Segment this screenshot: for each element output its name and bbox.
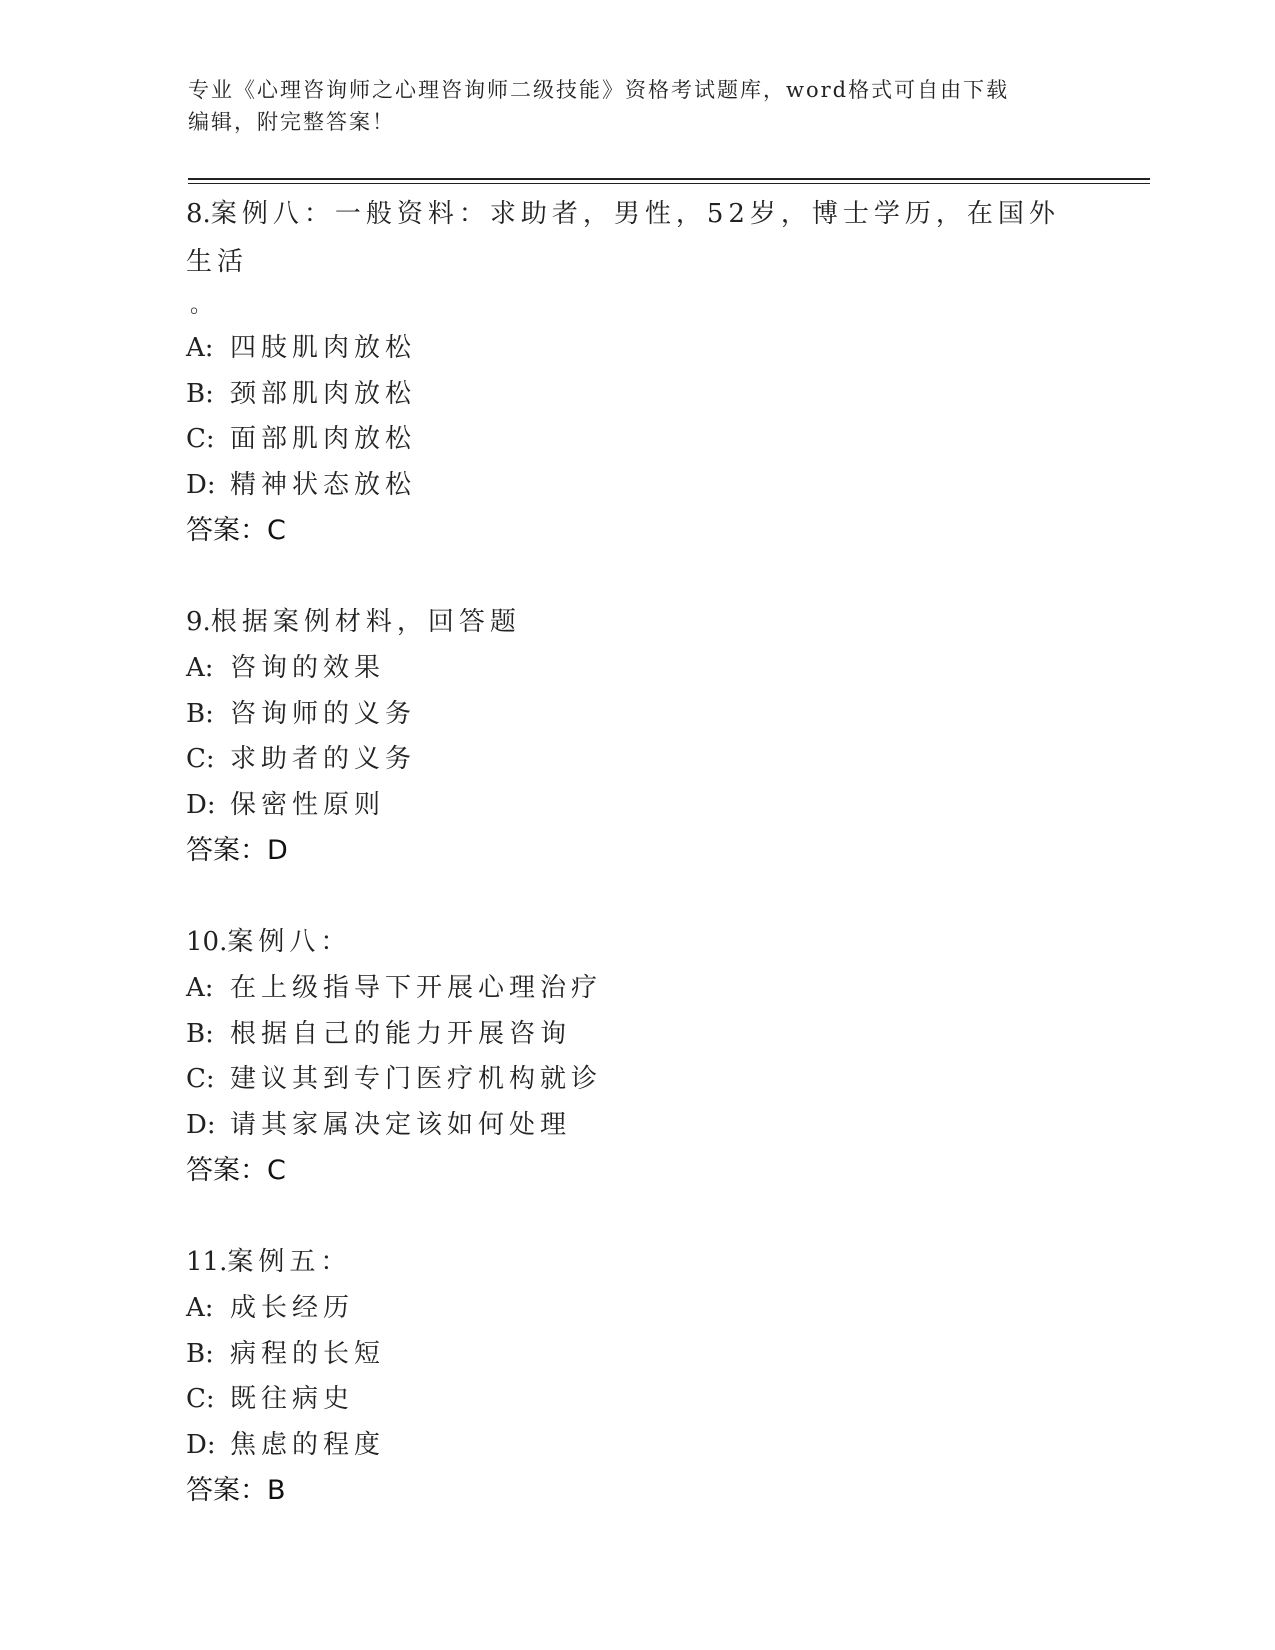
document-header	[188, 74, 1068, 138]
option-letter: A:	[186, 973, 214, 1003]
option-text: 四肢肌肉放松	[230, 333, 417, 363]
option-letter: C:	[186, 424, 215, 454]
option-c	[186, 737, 1086, 783]
option-text: 病程的长短	[230, 1338, 386, 1369]
question-text: 根据案例材料，回答题	[210, 607, 521, 637]
option-a	[186, 326, 1086, 372]
question-9	[186, 598, 1086, 874]
question-text: 案例八：一般资料：求助者，男性，52岁，博士学历，在国外生活	[186, 199, 1060, 277]
header-divider-thin	[188, 183, 1150, 184]
option-letter: C:	[186, 1064, 215, 1094]
option-letter: D:	[186, 469, 216, 500]
option-letter: B:	[186, 1338, 214, 1369]
option-text: 咨询的效果	[230, 653, 386, 683]
option-b	[186, 372, 1086, 418]
option-letter: B:	[186, 698, 214, 729]
question-8	[186, 190, 1086, 554]
option-text: 在上级指导下开展心理治疗	[230, 973, 603, 1003]
option-text: 精神状态放松	[230, 469, 417, 500]
answer: 答案：C	[186, 1155, 286, 1186]
question-stem	[186, 1238, 1086, 1286]
option-d	[186, 1103, 1086, 1149]
option-text: 建议其到专门医疗机构就诊	[230, 1064, 603, 1094]
question-text: 案例五：	[227, 1247, 352, 1277]
header-divider-thick	[188, 178, 1150, 180]
option-letter: C:	[186, 1384, 215, 1414]
header-line-1: 专业《心理咨询师之心理咨询师二级技能》资格考试题库，word格式可自由下载	[188, 78, 1010, 102]
header-line-2: 编辑，附完整答案！	[188, 110, 395, 134]
question-stem	[186, 190, 1086, 286]
option-c	[186, 1057, 1086, 1103]
question-stem	[186, 918, 1086, 966]
option-b	[186, 1332, 1086, 1378]
question-continuation: 。	[190, 293, 213, 318]
option-c	[186, 417, 1086, 463]
option-text: 求助者的义务	[230, 744, 417, 774]
option-letter: A:	[186, 333, 214, 363]
option-letter: D:	[186, 1429, 216, 1460]
question-number: 8.	[186, 199, 211, 229]
question-number: 10.	[186, 927, 228, 957]
option-letter: B:	[186, 1018, 214, 1049]
option-text: 咨询师的义务	[230, 698, 417, 729]
option-text: 根据自己的能力开展咨询	[230, 1018, 572, 1049]
option-letter: C:	[186, 744, 215, 774]
answer: 答案：C	[186, 515, 286, 546]
option-a	[186, 646, 1086, 692]
question-11	[186, 1238, 1086, 1514]
question-list	[186, 190, 1086, 1558]
option-text: 请其家属决定该如何处理	[230, 1109, 572, 1140]
option-text: 既往病史	[230, 1384, 355, 1414]
option-text: 面部肌肉放松	[230, 424, 417, 454]
option-letter: A:	[186, 1293, 214, 1323]
question-number: 9.	[186, 607, 211, 637]
option-letter: B:	[186, 378, 214, 409]
option-d	[186, 783, 1086, 829]
question-number: 11.	[186, 1247, 228, 1277]
answer: 答案：B	[186, 1475, 286, 1506]
answer: 答案：D	[186, 835, 288, 866]
option-text: 成长经历	[230, 1293, 355, 1323]
option-d	[186, 1423, 1086, 1469]
question-10	[186, 918, 1086, 1194]
option-letter: A:	[186, 653, 214, 683]
question-text: 案例八：	[227, 927, 352, 957]
option-a	[186, 966, 1086, 1012]
option-text: 保密性原则	[230, 789, 386, 820]
option-d	[186, 463, 1086, 509]
option-text: 颈部肌肉放松	[230, 378, 417, 409]
option-b	[186, 692, 1086, 738]
option-letter: D:	[186, 789, 216, 820]
question-stem	[186, 598, 1086, 646]
option-letter: D:	[186, 1109, 216, 1140]
option-text: 焦虑的程度	[230, 1429, 386, 1460]
option-b	[186, 1012, 1086, 1058]
option-a	[186, 1286, 1086, 1332]
option-c	[186, 1377, 1086, 1423]
